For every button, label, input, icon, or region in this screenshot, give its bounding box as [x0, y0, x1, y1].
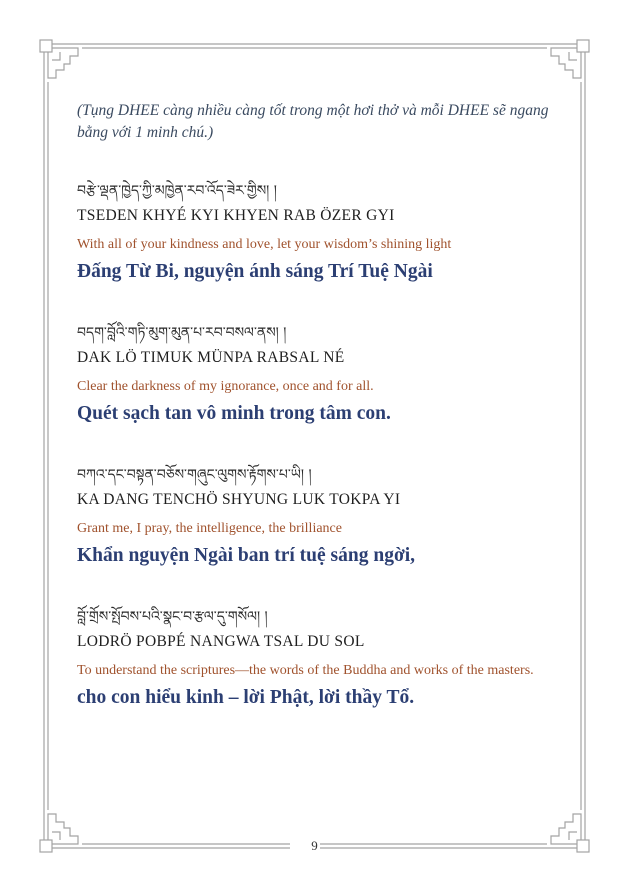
transliteration-line: DAK LÖ TIMUK MÜNPA RABSAL NÉ [77, 349, 345, 366]
english-translation: To understand the scriptures—the words of the Buddha and works of the masters. [77, 663, 534, 678]
tibetan-line: བརྩེ་ལྡན་ཁྱེད་ཀྱི་མཁྱེན་རབ་འོད་ཟེར་གྱིས། ། [77, 183, 277, 199]
english-translation: Clear the darkness of my ignorance, once and for all. [77, 379, 374, 394]
transliteration-line: TSEDEN KHYÉ KYI KHYEN RAB ÖZER GYI [77, 207, 395, 224]
verse-1 [77, 179, 567, 285]
tibetan-line: བདག་བློའི་གཏི་མུག་མུན་པ་རབ་བསལ་ནས། ། [77, 325, 287, 341]
english-translation: Grant me, I pray, the intelligence, the brilliance [77, 521, 342, 536]
page-content [77, 100, 567, 708]
vietnamese-translation: Quét sạch tan vô minh trong tâm con. [77, 403, 391, 424]
tibetan-line: བཀའ་དང་བསྟན་བཅོས་གཞུང་ལུགས་རྟོགས་པ་ཡི། ། [77, 467, 312, 483]
page-number: 9 [311, 838, 318, 853]
intro-note: (Tụng DHEE càng nhiều càng tốt trong một hơi thở và mỗi DHEE sẽ ngang bằng với 1 minh chú.) [77, 102, 549, 141]
verse-3 [77, 463, 567, 569]
verse-4 [77, 605, 567, 711]
tibetan-line: བློ་གྲོས་སྤོབས་པའི་སྣང་བ་རྩལ་དུ་གསོལ། ། [77, 609, 268, 625]
transliteration-line: LODRÖ POBPÉ NANGWA TSAL DU SOL [77, 633, 365, 650]
english-translation: With all of your kindness and love, let your wisdom’s shining light [77, 237, 452, 252]
vietnamese-translation: Khẩn nguyện Ngài ban trí tuệ sáng ngời, [77, 545, 416, 566]
verse-2 [77, 321, 567, 427]
vietnamese-translation: cho con hiểu kinh – lời Phật, lời thầy Tổ. [77, 687, 415, 708]
vietnamese-translation: Đấng Từ Bi, nguyện ánh sáng Trí Tuệ Ngài [77, 261, 433, 282]
transliteration-line: KA DANG TENCHÖ SHYUNG LUK TOKPA YI [77, 491, 401, 508]
